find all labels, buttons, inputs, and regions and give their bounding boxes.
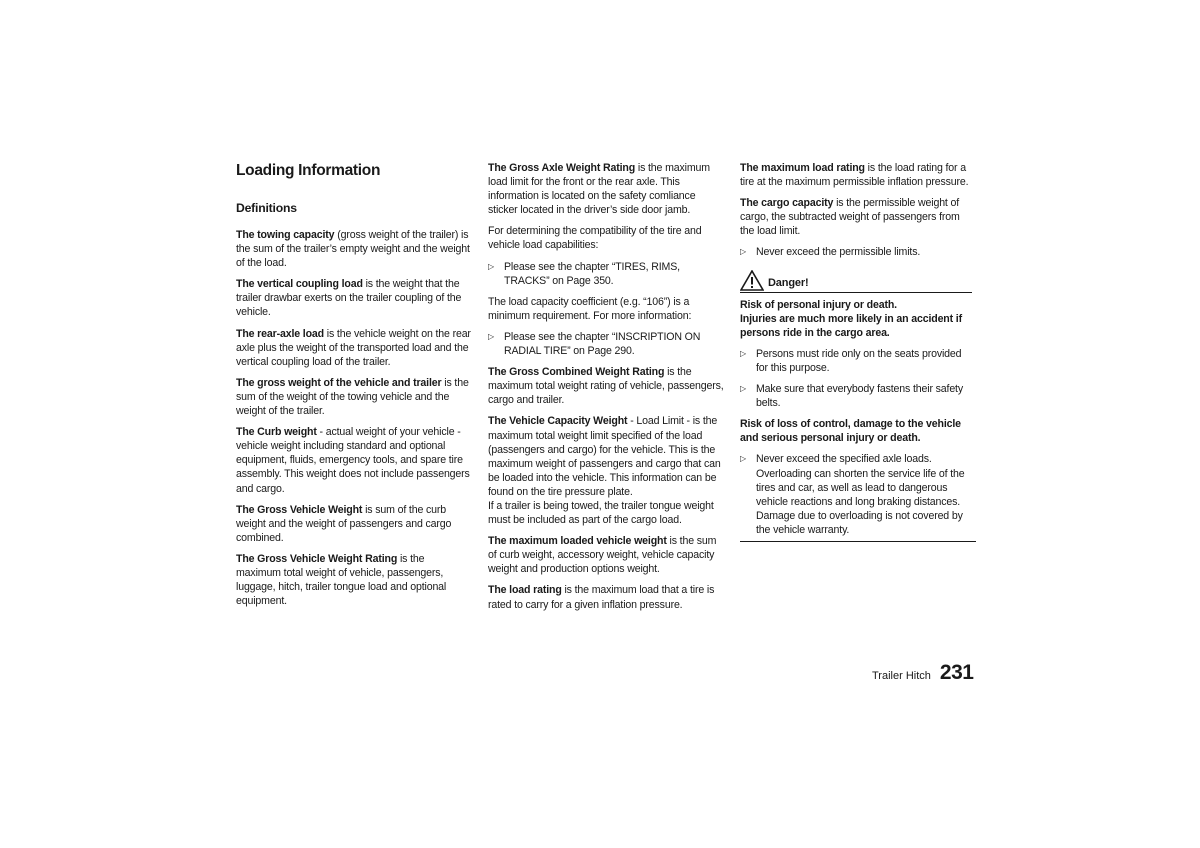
definition-gawr — [488, 161, 724, 217]
term: The vertical coupling load — [236, 278, 363, 291]
bullet-item — [740, 245, 976, 259]
definition-gross-weight-vehicle-trailer — [236, 376, 472, 418]
bullet-item — [740, 347, 976, 375]
term: The gross weight of the vehicle and trailer — [236, 376, 442, 389]
definition-curb-weight — [236, 425, 472, 495]
definition-text: is sum of the curb weight and the weight of passengers and cargo combined. — [236, 503, 452, 544]
definition-load-rating — [488, 583, 724, 611]
bullet-text: Never exceed the permissible limits. — [756, 246, 921, 259]
triangle-bullet-icon: ▷ — [740, 384, 747, 394]
term: The Gross Vehicle Weight — [236, 503, 363, 516]
triangle-bullet-icon: ▷ — [740, 247, 747, 257]
danger-end-rule — [740, 541, 976, 542]
column-left — [236, 161, 472, 615]
definition-cargo-capacity — [740, 196, 976, 238]
definition-text: is the maximum load that a tire is rated to carry for a given inflation pressure. — [488, 584, 715, 611]
trailer-tongue-text: If a trailer is being towed, the trailer tongue weight must be included as part of the cargo load. — [488, 499, 714, 527]
term: The Curb weight — [236, 426, 317, 439]
definition-gross-vehicle-weight — [236, 503, 472, 545]
definition-towing-capacity — [236, 228, 472, 270]
definition-text: is the weight that the trailer drawbar exerts on the trailer coupling of the vehicle. — [236, 278, 462, 319]
bullet-text: Please see the chapter “TIRES, RIMS, TRACKS” on Page 350. — [504, 260, 680, 287]
warning-triangle-icon — [740, 270, 764, 291]
definition-text: is the sum of the weight of the towing vehicle and the weight of the trailer. — [236, 376, 469, 418]
bullet-item — [488, 260, 724, 288]
section-title: Loading Information — [236, 162, 381, 179]
bullet-item — [488, 330, 724, 358]
risk-line: Risk of personal injury or death. — [740, 298, 897, 311]
definition-text: - Load Limit - is the maximum total weight limit specified of the load (passengers and cargo) for the vehicle. This is the maximum weight of passengers and cargo that can be loaded into the vehicle. This information can be found on the tire pressure plate. — [488, 415, 721, 498]
bullet-text: Persons must ride only on the seats provided for this purpose. — [756, 347, 962, 374]
term: The Gross Combined Weight Rating — [488, 366, 665, 379]
definition-max-load-rating — [740, 161, 976, 189]
term: The Vehicle Capacity Weight — [488, 415, 628, 428]
bullet-text: Make sure that everybody fastens their safety belts. — [756, 383, 963, 410]
definition-text: (gross weight of the trailer) is the sum of the trailer’s empty weight and the weight of the load. — [236, 229, 470, 270]
page-number: 231 — [939, 661, 974, 684]
definition-text: is the sum of curb weight, accessory weight, vehicle capacity weight and production options weight. — [488, 535, 717, 576]
compatibility-text: For determining the compatibility of the tire and vehicle load capabilities: — [488, 225, 702, 252]
definition-vehicle-capacity-weight — [488, 414, 724, 499]
subsection-title: Definitions — [236, 201, 297, 215]
coefficient-text: The load capacity coefficient (e.g. “106”) is a minimum requirement. For more information: — [488, 295, 692, 322]
term: The load rating — [488, 584, 562, 597]
term: The cargo capacity — [740, 197, 834, 210]
definition-max-loaded-vehicle-weight — [488, 534, 724, 576]
definition-text: is the permissible weight of cargo, the subtracted weight of passengers from the load limit. — [740, 197, 960, 238]
bullet-text: Please see the chapter “INSCRIPTION ON RADIAL TIRE” on Page 290. — [504, 330, 701, 358]
term: The maximum load rating — [740, 162, 865, 174]
definition-text: is the maximum total weight of vehicle, passengers, luggage, hitch, trailer tongue load and optional equipment. — [236, 552, 447, 608]
bullet-item — [740, 382, 976, 410]
definition-gcwr — [488, 365, 724, 407]
triangle-bullet-icon: ▷ — [488, 331, 495, 341]
risk-warning-1 — [740, 298, 976, 340]
definition-text: is the vehicle weight on the rear axle plus the weight of the transported load and the vertical coupling load of the trailer. — [236, 327, 471, 368]
triangle-bullet-icon: ▷ — [488, 261, 495, 271]
definition-text: is the maximum load limit for the front or the rear axle. This information is located on the safety comliance sticker located in the driver’s side door jamb. — [488, 162, 710, 217]
definition-vertical-coupling-load — [236, 277, 472, 319]
definition-gvwr — [236, 552, 472, 608]
term: The towing capacity — [236, 229, 335, 241]
page-footer — [872, 661, 973, 685]
definition-text: - actual weight of your vehicle - vehicle weight including standard and optional equipment, fluids, emergency tools, and spare tire assembly. This weight does not include passengers and cargo. — [236, 426, 470, 495]
column-right — [740, 161, 976, 542]
definition-rear-axle-load — [236, 327, 472, 369]
term: The Gross Vehicle Weight Rating — [236, 552, 398, 565]
risk-line: Injuries are much more likely in an accident if persons ride in the cargo area. — [740, 312, 962, 339]
definition-text: is the maximum total weight rating of vehicle, passengers, cargo and trailer. — [488, 366, 724, 407]
term: The rear-axle load — [236, 327, 324, 340]
term: The Gross Axle Weight Rating — [488, 162, 636, 174]
triangle-bullet-icon: ▷ — [740, 348, 747, 358]
bullet-text: Never exceed the specified axle loads. Overloading can shorten the service life of the tires and car, as well as lead to dangerous vehicle reactions and long braking distances. Damage due to overloading is not covered by the vehicle warranty. — [756, 453, 965, 536]
term: The maximum loaded vehicle weight — [488, 535, 667, 548]
section-name: Trailer Hitch — [872, 670, 931, 682]
column-middle — [488, 161, 724, 619]
bullet-item — [740, 452, 976, 537]
danger-header — [740, 270, 972, 293]
danger-label: Danger! — [768, 277, 809, 290]
triangle-bullet-icon: ▷ — [740, 454, 747, 464]
definition-text: is the load rating for a tire at the maximum permissible inflation pressure. — [740, 162, 969, 189]
risk-warning-2: Risk of loss of control, damage to the vehicle and serious personal injury or death. — [740, 418, 961, 445]
